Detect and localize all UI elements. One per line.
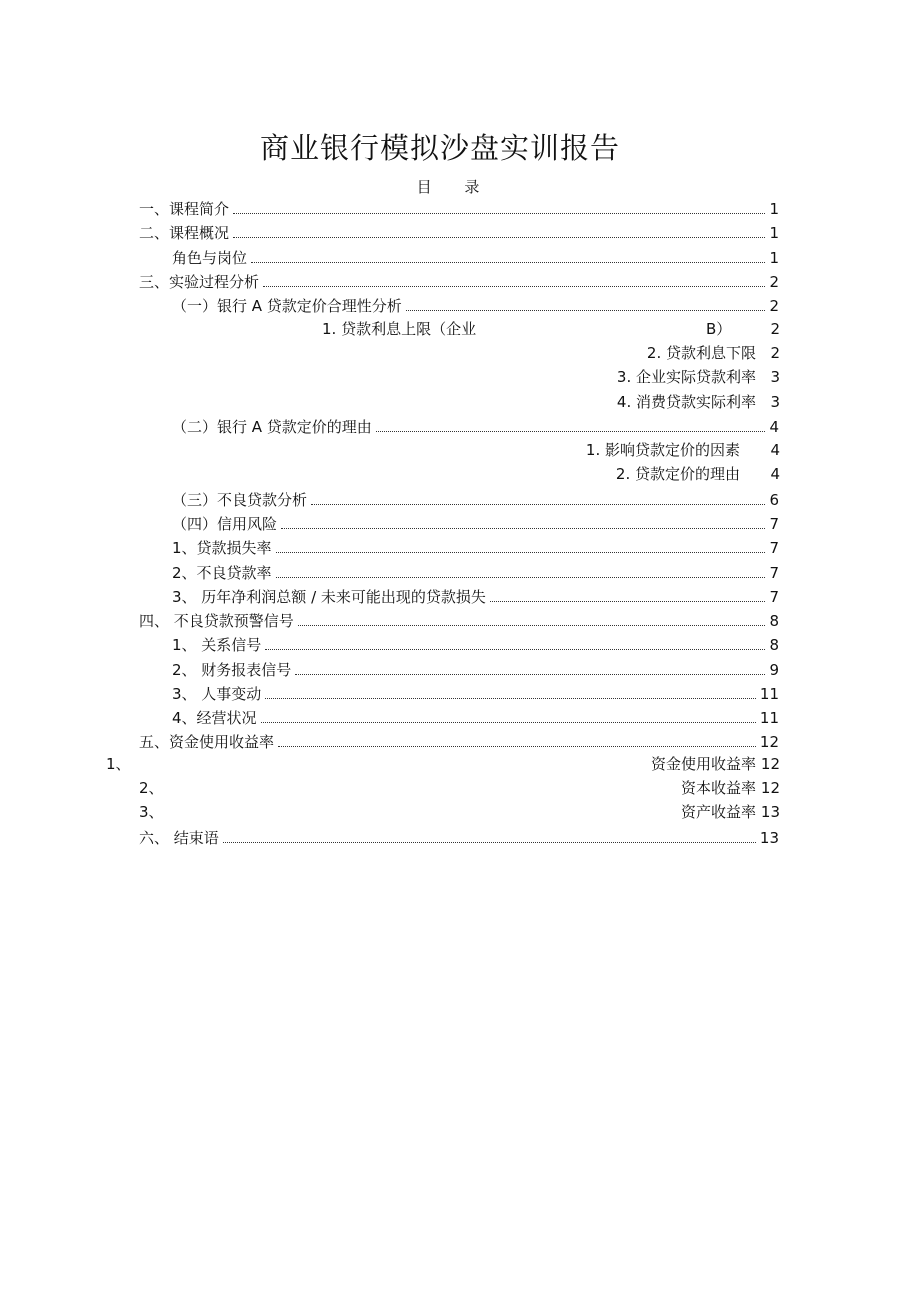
toc-entry-label: 一、课程简介 <box>139 200 230 218</box>
toc-entry-number: 2、 <box>139 779 164 797</box>
toc-entry[interactable] <box>172 245 779 267</box>
toc-entry-label: 3、 人事变动 <box>172 685 262 703</box>
toc-page-number: 7 <box>769 539 779 557</box>
toc-entry[interactable] <box>172 632 779 654</box>
toc-page-number: 1 <box>769 224 779 242</box>
dot-leader <box>223 842 756 843</box>
toc-page-number: 7 <box>769 515 779 533</box>
toc-entry-label: （四）信用风险 <box>172 515 278 533</box>
dot-leader <box>281 528 765 529</box>
toc-page-number: 4 <box>770 465 780 483</box>
toc-entry-label: 2. 贷款定价的理由 <box>615 465 740 483</box>
toc-entry-label: 1、 关系信号 <box>172 636 262 654</box>
toc-page-number: 6 <box>769 491 779 509</box>
toc-page-number: 8 <box>769 636 779 654</box>
toc-entry-label: 1、贷款损失率 <box>172 539 272 557</box>
toc-entry-label: 资金使用收益率 <box>650 755 756 773</box>
toc-entry-label: 角色与岗位 <box>172 249 248 267</box>
toc-page-number: 12 <box>759 733 779 751</box>
toc-entry[interactable] <box>139 196 779 218</box>
toc-entry-label: 3、 历年净利润总额 / 未来可能出现的贷款损失 <box>172 588 486 606</box>
dot-leader <box>278 746 756 747</box>
page-title: 商业银行模拟沙盘实训报告 <box>259 131 620 165</box>
toc-entry[interactable] <box>172 657 779 679</box>
toc-entry[interactable] <box>139 825 779 847</box>
dot-leader <box>233 213 765 214</box>
dot-leader <box>490 601 766 602</box>
toc-page-number: 2 <box>770 320 780 338</box>
toc-entry[interactable] <box>172 487 779 509</box>
toc-entry[interactable] <box>139 220 779 242</box>
toc-entry-label: 2. 贷款利息下限 <box>646 344 756 362</box>
toc-page-number: 12 <box>760 779 780 797</box>
toc-entry-label: 二、课程概况 <box>139 224 230 242</box>
toc-entry-label: 4. 消费贷款实际利率 <box>616 393 756 411</box>
dot-leader <box>265 698 756 699</box>
toc-page-number: 4 <box>769 418 779 436</box>
toc-entry[interactable] <box>172 705 779 727</box>
toc-entry[interactable] <box>172 560 779 582</box>
toc-entry[interactable] <box>172 584 779 606</box>
toc-entry-number: 1、 <box>106 755 131 773</box>
toc-page-number: 4 <box>770 441 780 459</box>
toc-page-number: 11 <box>759 685 779 703</box>
toc-entry-label: 3. 企业实际贷款利率 <box>616 368 756 386</box>
dot-leader <box>261 722 756 723</box>
dot-leader <box>263 286 765 287</box>
toc-page-number: 13 <box>759 829 779 847</box>
toc-page-number: 1 <box>769 249 779 267</box>
toc-entry-label: 4、经营状况 <box>172 709 257 727</box>
toc-page-number: 8 <box>769 612 779 630</box>
dot-leader <box>311 504 765 505</box>
dot-leader <box>265 649 765 650</box>
toc-page-number: 1 <box>769 200 779 218</box>
dot-leader <box>406 310 766 311</box>
toc-page-number: 7 <box>769 588 779 606</box>
toc-entry-label: 资产收益率 <box>680 803 756 821</box>
dot-leader <box>251 262 765 263</box>
toc-page-number: 11 <box>759 709 779 727</box>
toc-entry-label: 三、实验过程分析 <box>139 273 260 291</box>
dot-leader <box>233 237 765 238</box>
toc-page-number: 12 <box>760 755 780 773</box>
toc-entry[interactable] <box>172 293 779 315</box>
toc-entry[interactable] <box>172 511 779 533</box>
toc-entry-label: 五、资金使用收益率 <box>139 733 275 751</box>
toc-entry-label: 2、 财务报表信号 <box>172 661 292 679</box>
toc-heading: 目 录 <box>416 178 494 196</box>
toc-entry[interactable] <box>139 608 779 630</box>
toc-page-number: 3 <box>770 368 780 386</box>
dot-leader <box>376 431 766 432</box>
toc-entry-label: （一）银行 A 贷款定价合理性分析 <box>172 297 402 315</box>
toc-entry-label: 六、 结束语 <box>139 829 219 847</box>
toc-entry[interactable] <box>172 535 779 557</box>
toc-entry[interactable] <box>172 681 779 703</box>
toc-entry-label: 四、 不良贷款预警信号 <box>139 612 294 630</box>
dot-leader <box>298 625 766 626</box>
toc-page-number: 2 <box>770 344 780 362</box>
toc-entry[interactable] <box>139 269 779 291</box>
toc-page-number: 9 <box>769 661 779 679</box>
toc-entry-label: 1. 影响贷款定价的因素 <box>585 441 740 459</box>
toc-page-number: 7 <box>769 564 779 582</box>
toc-page-number: 2 <box>769 273 779 291</box>
toc-entry-number: 3、 <box>139 803 164 821</box>
dot-leader <box>276 577 766 578</box>
toc-entry[interactable] <box>139 729 779 751</box>
dot-leader <box>276 552 766 553</box>
toc-page-number: 13 <box>760 803 780 821</box>
dot-leader <box>295 674 765 675</box>
toc-entry-label: （三）不良贷款分析 <box>172 491 308 509</box>
toc-entry-label-suffix: B） <box>706 320 732 338</box>
toc-entry[interactable] <box>172 414 779 436</box>
toc-entry-label: 资本收益率 <box>680 779 756 797</box>
toc-page-number: 3 <box>770 393 780 411</box>
toc-entry-label: 2、不良贷款率 <box>172 564 272 582</box>
toc-page-number: 2 <box>769 297 779 315</box>
toc-entry-label: 1. 贷款利息上限（企业 <box>322 320 477 338</box>
toc-entry-label: （二）银行 A 贷款定价的理由 <box>172 418 372 436</box>
